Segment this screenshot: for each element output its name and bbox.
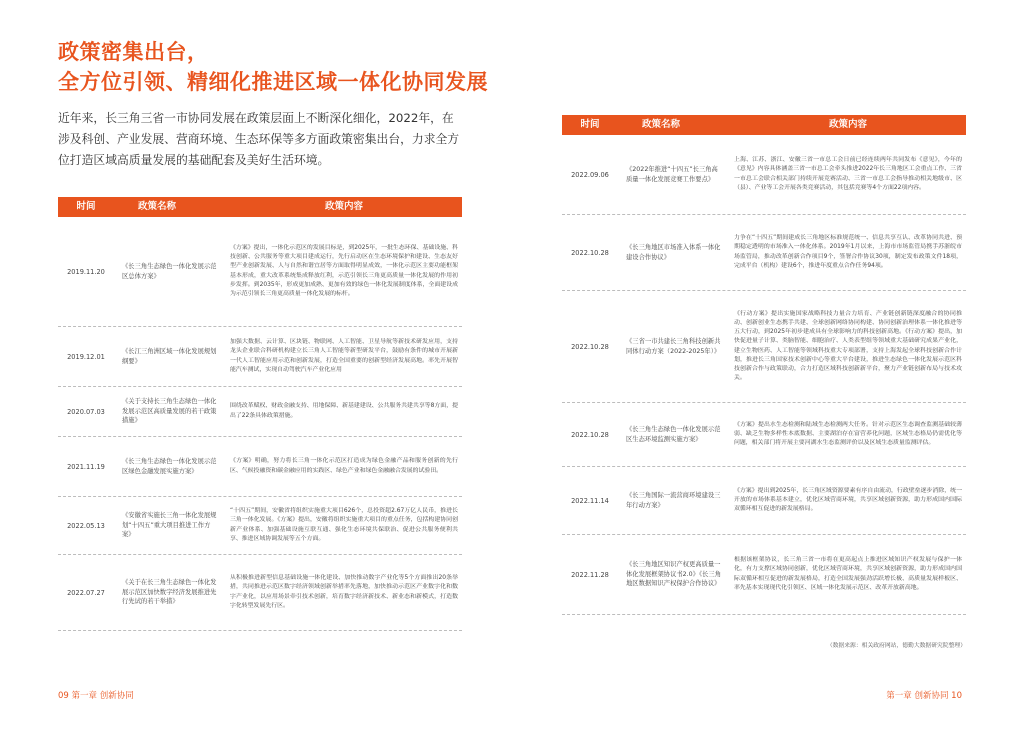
row-time: 2022.11.28 (571, 570, 609, 579)
row-content: 从积极推进新型信息基础设施一体化建设、加快推动数字产业化等5个方面推出20条举措，共同推进示范区数字经济领域创新举措率先落地，加快推动示范区产业数字化和数字产业化，以应用场景牵引技术创新，培育数字经济新技术、新业态和新模式，打造数字化转型发展先行区。 (230, 575, 458, 609)
page-title-line1: 政策密集出台， (58, 40, 209, 64)
row-content: 根据该框架协议，长三角三省一市将在更高起点上推进区域知识产权发展与保护一体化，有力支撑区域协同创新，优化区域营商环境，共享区域创新资源，助力形成国内国际双循环相互促进的新发展格局，打造全国发展强劲活跃增长极、高质量发展样板区、率先基本实现现代化引领区、区域一体化发展示范区、改革开放新高地。 (734, 557, 962, 591)
row-time: 2022.11.14 (571, 496, 609, 505)
row-time: 2022.10.28 (571, 248, 609, 257)
row-policy-name: 《长江三角洲区域一体化发展规划纲要》 (122, 348, 217, 365)
row-policy-name: 《2022年推进“十四五”长三角高质量一体化发展竞赛工作要点》 (626, 166, 718, 183)
table-row (562, 135, 966, 215)
source-note: （数据来源：相关政府网站，德勤大数据研究院整理） (826, 643, 966, 649)
intro-paragraph: 近年来，长三角三省一市协同发展在政策层面上不断深化细化，2022年，在涉及科创、产业发展、营商环境、生态环保等多方面政策密集出台，力求全方位打造区域高质量发展的基础配套及美好生活环境。 (58, 111, 460, 167)
row-content: 《方案》明确，努力将长三角一体化示范区打造成为绿色金融产品和服务创新的先行区、气候投融资和碳金融应用的实践区、绿色产业和绿色金融融合发展的试验田。 (230, 458, 458, 474)
header-policy: 政策名称 (642, 119, 681, 130)
table-row (562, 535, 966, 615)
table-row (58, 327, 462, 387)
header-content: 政策内容 (828, 119, 867, 130)
row-content: 《方案》提出水生态检测和陆域生态检测两大任务。针对示范区生态调查监测基础较薄弱、缺乏生物多样性本底数据、主要湖泊存在富营养化问题，区域生态格局仍需优化等问题，相关部门将开展主要河湖水生态监测评价以及区域生态质量监测评估。 (734, 421, 962, 447)
row-policy-name: 《长三角生态绿色一体化发展示范区生态环境监测实施方案》 (626, 426, 721, 443)
row-policy-name: 《安徽省实施长三角一体化发展规划“十四五”重大项目推进工作方案》 (122, 512, 217, 539)
row-policy-name: 《长三角生态绿色一体化发展示范区总体方案》 (122, 263, 217, 280)
table-row (562, 403, 966, 467)
footer-right: 第一章 创新协同 10 (886, 691, 962, 701)
row-time: 2022.05.13 (67, 521, 105, 530)
row-time: 2022.10.28 (571, 342, 609, 351)
row-policy-name: 《长三角地区市场准入体系一体化建设合作协议》 (626, 244, 721, 261)
header-time: 时间 (76, 201, 96, 212)
row-time: 2022.09.06 (571, 170, 609, 179)
row-policy-name: 《三省一市共建长三角科技创新共同体行动方案（2022-2025年）》 (626, 338, 721, 355)
footer-left: 09 第一章 创新协同 (58, 691, 134, 701)
table-row (562, 291, 966, 403)
table-row (58, 387, 462, 437)
table-row (562, 467, 966, 535)
header-time: 时间 (580, 119, 600, 130)
row-time: 2019.11.20 (67, 267, 105, 276)
header-policy: 政策名称 (138, 201, 177, 212)
row-time: 2019.12.01 (67, 352, 105, 361)
row-content: 《方案》提出到2025年，长三角区域资源要素有序自由流动，行政壁垒逐步消除，统一开放的市场体系基本建立，优化区域营商环境，共享区域创新资源，助力形成国内国际双循环相互促进的新发展格局。 (734, 487, 962, 513)
table-row (562, 215, 966, 291)
row-content: 上海、江苏、浙江、安徽三省一市总工会日前已经连续两年共同发布《意见》，今年的《意见》内容具体涵盖三省一市总工会牵头推进2022年长三角地区工会重点工作、三省一市总工会联合相关部门持续开展竞赛活动、三省一市总工会指导推动相关地级市、区（县）、产业等工会开展各类竞赛活动，其包括竞赛等4个方面22项内容。 (734, 157, 962, 191)
row-policy-name: 《关于在长三角生态绿色一体化发展示范区加快数字经济发展推进先行先试的若干举措》 (122, 579, 217, 606)
page-title-line2: 全方位引领、精细化推进区域一体化协同发展 (58, 70, 488, 94)
row-time: 2021.11.19 (67, 462, 105, 471)
policy-table-left (58, 197, 462, 631)
table-row (58, 437, 462, 497)
table-header (562, 115, 966, 135)
table-header (58, 197, 462, 217)
row-content: 《方案》提出，一体化示范区的发展目标是，到2025年，一批生态环保、基础设施、科技创新、公共服务等重大项目建成运行，先行启动区在生态环境保护和建设、生态友好型产业创新发展、人与自然和谐宜居等方面取得明显成效，一体化示范区主要功能框架基本形成，重大改革系统集成释放红利，示范引领长三角更高质量一体化发展的作用初步发挥。到2035年，形成更加成熟、更加有效的绿色一体化发展制度体系，全面建设成为示范引领长三角更高质量一体化发展的标杆。 (230, 244, 458, 297)
row-content: 围绕改革赋权、财政金融支持、用地保障、新基建建设、公共服务共建共享等8方面，提出了22条具体政策措施。 (230, 403, 458, 419)
table-row (58, 555, 462, 631)
table-row (58, 217, 462, 327)
row-policy-name: 《长三角生态绿色一体化发展示范区绿色金融发展实施方案》 (122, 458, 217, 475)
row-content: 力争在“十四五”期间建成长三角地区标准规范统一、信息共享互认、改革协同共进、预期稳定透明的市场准入一体化体系。2019年1月以来，上海市市场监管局携手苏浙皖市场监管局，推动改革创新合作项目9个，签署合作协议30项，制定发布政策文件18项，完成平台（机构）建设6个，推进年度重点合作任务94项。 (734, 235, 962, 269)
header-content: 政策内容 (324, 201, 363, 212)
row-policy-name: 《关于支持长三角生态绿色一体化发展示范区高质量发展的若干政策措施》 (122, 398, 217, 425)
row-policy-name: 《长三角国际一流营商环境建设三年行动方案》 (626, 492, 721, 509)
row-time: 2020.07.03 (67, 407, 105, 416)
policy-table-right (562, 115, 966, 615)
table-row (58, 497, 462, 555)
row-time: 2022.10.28 (571, 430, 609, 439)
row-time: 2022.07.27 (67, 588, 105, 597)
row-content: 《行动方案》提出实施国家战略科技力量合力培育、产业链创新链深度融合的协同推动、创新创业生态携手共建、全球创新网络协同构建、协同创新治理体系一体化推进等五大行动，到2025年初步建成具有全球影响力的科技创新高地。《行动方案》提出，加快促进量子计算、类脑智能、细胞治疗、人类表型组等领域重大基础研究成果产业化，建立生物医药、人工智能等领域科技重大专项部署，支持上海发起全球科技创新合作计划，推进长三角国家技术创新中心等重大平台建设，推进生态绿色一体化发展示范区科技创新合作与政策联动，合力打造区域科技创新新平台，聚力产业链创新布局与技术攻关。 (734, 310, 962, 382)
row-content: “十四五”期间，安徽省将组织实施重大项目626个，总投资超2.67万亿人民币，推进长三角一体化发展。《方案》提出，安徽将组织实施重大项目的重点任务，包括构建协同创新产业体系、加强基础设施互联互通、强化生态环境共保联治、促进公共服务便利共享、推进区域协调发展等五个方面。 (230, 508, 458, 542)
row-content: 加强大数据、云计算、区块链、物联网、人工智能、卫星导航等新技术研发应用，支持龙头企业联合科研机构建立长三角人工智能等新型研发平台，鼓励有条件的城市开展新一代人工智能应用示范和创新发展，打造全国重要的创新型经济发展高地。率先开展智能汽车测试，实现自动驾驶汽车产业化应用 (230, 339, 458, 373)
row-policy-name: 《长三角地区知识产权更高质量一体化发展框架协议书2.0》《长三角地区数据知识产权保护合作协议》 (626, 561, 722, 588)
